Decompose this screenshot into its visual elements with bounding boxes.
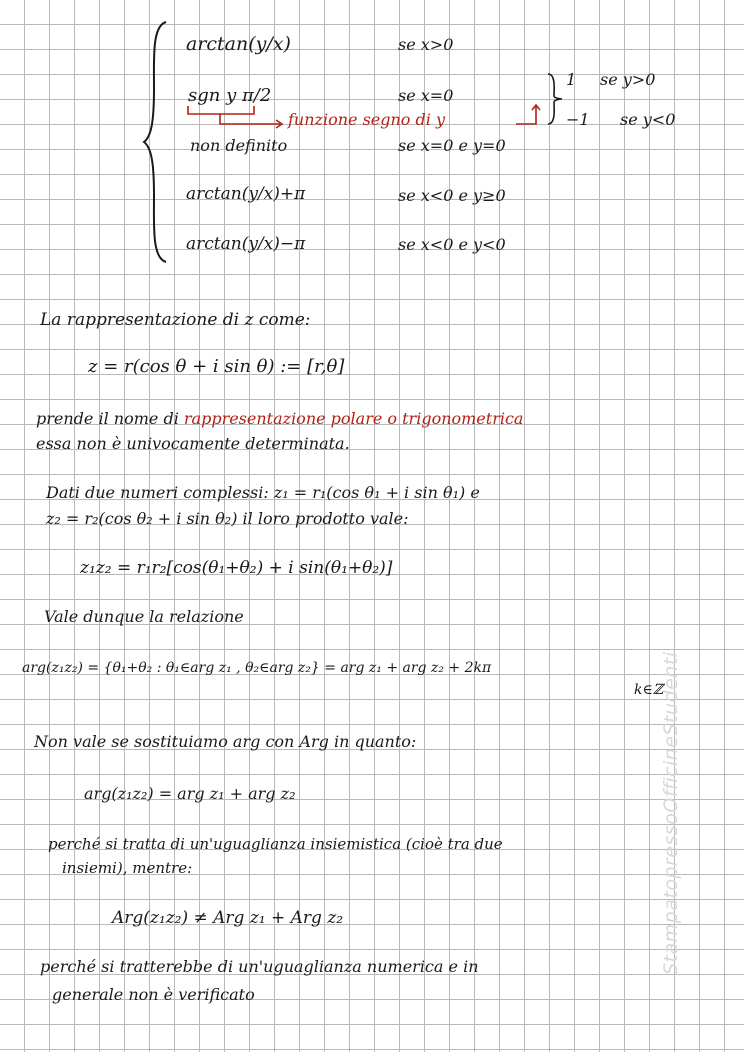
piecewise-cond-5: se x<0 e y<0 xyxy=(398,235,506,254)
text-line-11: generale non è verificato xyxy=(52,985,255,1004)
text-line-4: Dati due numeri complessi: z₁ = r₁(cos θ₁ + i sin θ₁) e xyxy=(46,483,480,502)
piecewise-expr-4: arctan(y/x)+π xyxy=(186,184,306,204)
piecewise-cond-3: se x=0 e y=0 xyxy=(398,136,506,155)
formula-Arg-inequality: Arg(z₁z₂) ≠ Arg z₁ + Arg z₂ xyxy=(112,908,344,928)
text-line-10: perché si tratterebbe di un'uguaglianza numerica e in xyxy=(40,957,479,976)
sign-brace xyxy=(546,70,566,128)
sign-case-2-cond: se y<0 xyxy=(620,110,676,129)
formula-product: z₁z₂ = r₁r₂[cos(θ₁+θ₂) + i sin(θ₁+θ₂)] xyxy=(80,558,393,578)
text-line-3: essa non è univocamente determinata. xyxy=(36,434,350,453)
left-brace xyxy=(140,18,170,266)
piecewise-cond-4: se x<0 e y≥0 xyxy=(398,186,506,205)
sign-case-2-value: −1 xyxy=(566,110,590,129)
piecewise-expr-1: arctan(y/x) xyxy=(186,33,291,55)
text-line-8: perché si tratta di un'uguaglianza insiemistica (cioè tra due xyxy=(48,835,503,853)
text-line-5: z₂ = r₂(cos θ₂ + i sin θ₂) il loro prodotto vale: xyxy=(46,509,409,528)
formula-polar: z = r(cos θ + i sin θ) := [r,θ] xyxy=(88,356,345,377)
text-line-7: Non vale se sostituiamo arg con Arg in quanto: xyxy=(34,732,417,751)
piecewise-expr-3: non definito xyxy=(190,136,288,155)
text-line-6: Vale dunque la relazione xyxy=(44,607,244,626)
sign-case-1-cond: se y>0 xyxy=(600,70,656,89)
text-line-1: La rappresentazione di z come: xyxy=(40,310,311,330)
text-line-2 xyxy=(36,409,523,429)
formula-arg-relation: arg(z₁z₂) = {θ₁+θ₂ : θ₁∈arg z₁ , θ₂∈arg z₂} = arg z₁ + arg z₂ + 2kπ xyxy=(22,660,492,676)
sign-note-label: funzione segno di y xyxy=(288,110,445,129)
piecewise-cond-2: se x=0 xyxy=(398,86,454,105)
watermark: StampatopressoOfficineStudenti xyxy=(660,651,682,975)
piecewise-expr-5: arctan(y/x)−π xyxy=(186,234,306,254)
sign-case-1-value: 1 xyxy=(566,70,577,89)
piecewise-expr-2: sgn y π/2 xyxy=(188,85,272,106)
text-line-9: insiemi), mentre: xyxy=(62,859,193,877)
text-line-2-start: prende il nome di xyxy=(36,409,184,428)
piecewise-cond-1: se x>0 xyxy=(398,35,454,54)
formula-arg-sum: arg(z₁z₂) = arg z₁ + arg z₂ xyxy=(84,784,296,803)
text-line-2-highlight: rappresentazione polare o trigonometrica xyxy=(183,409,524,428)
formula-arg-relation-subscript: k∈ℤ xyxy=(634,682,664,698)
